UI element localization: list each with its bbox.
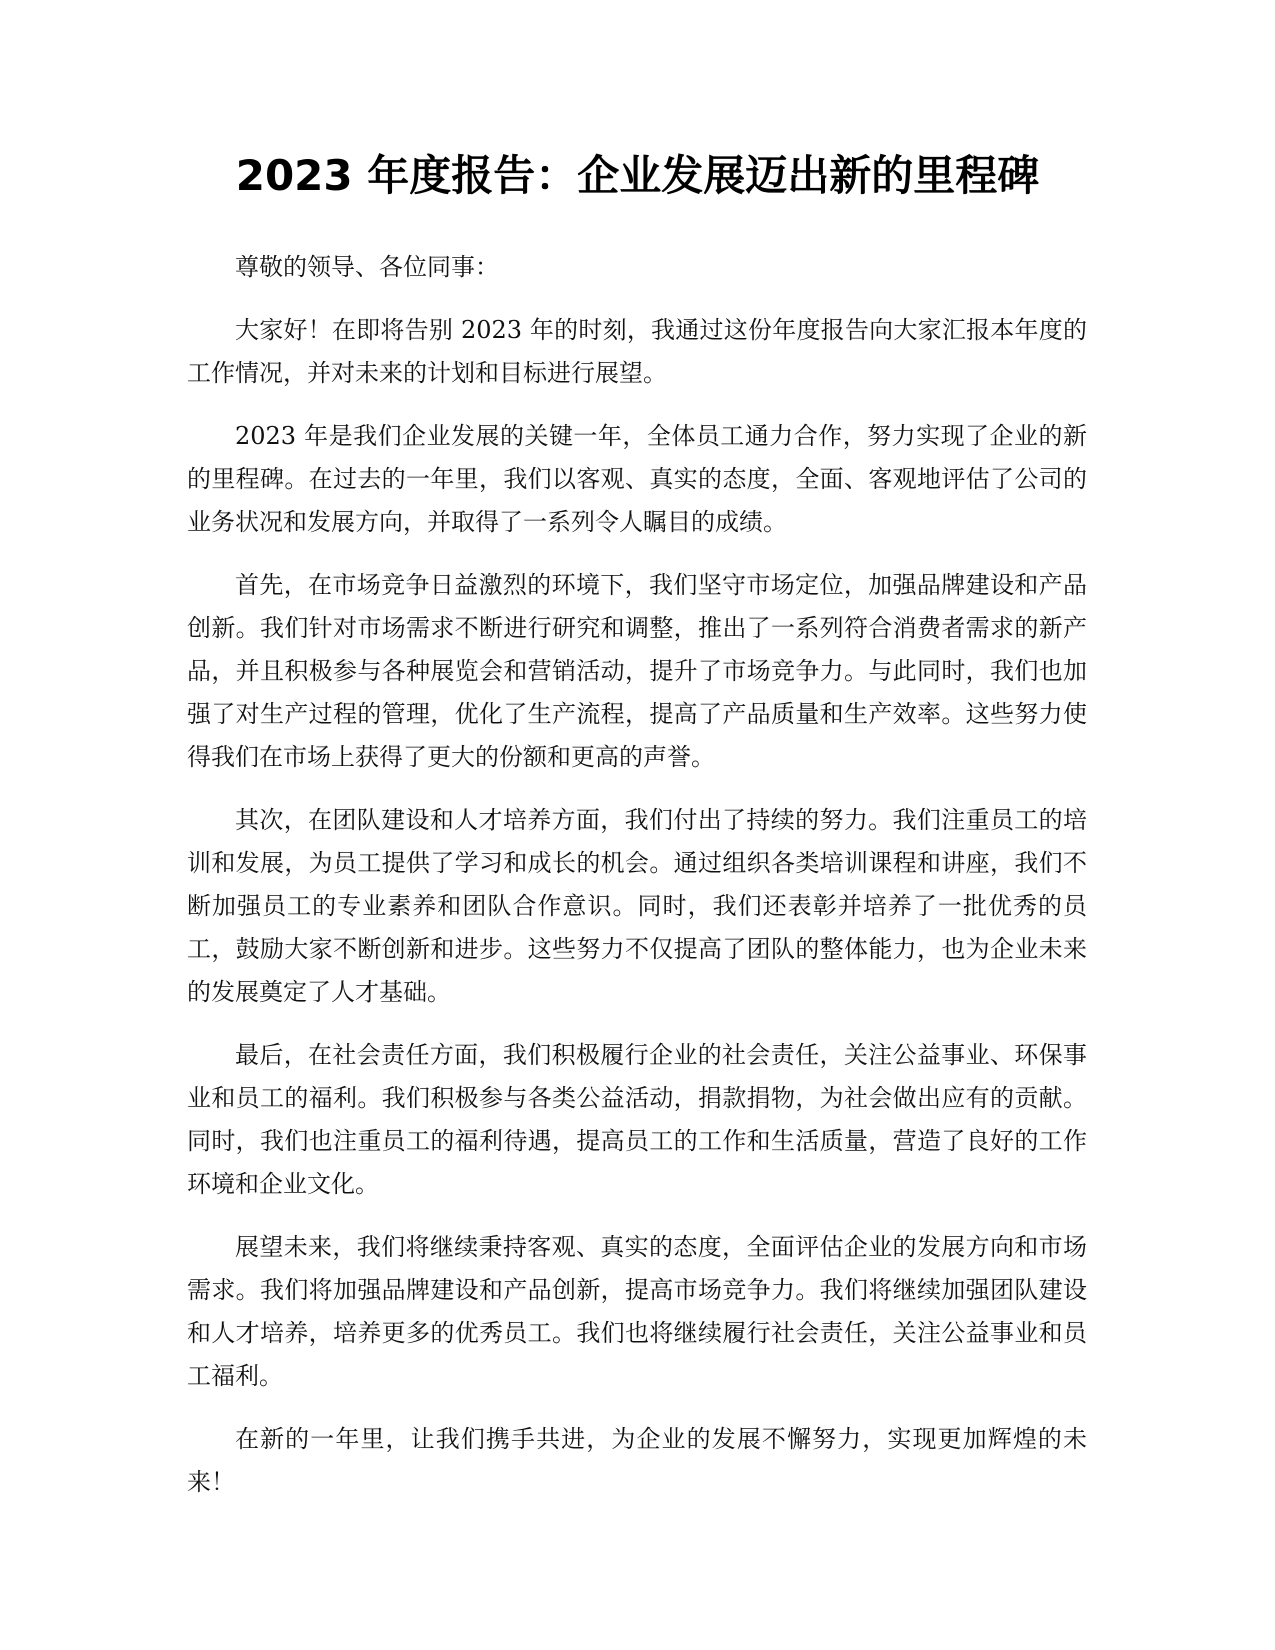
closing-paragraph: 在新的一年里，让我们携手共进，为企业的发展不懈努力，实现更加辉煌的未来！ [187, 1425, 1087, 1496]
document-title: 2023 年度报告：企业发展迈出新的里程碑 [235, 151, 1040, 200]
greeting-paragraph: 尊敬的领导、各位同事： [235, 253, 499, 281]
team-paragraph: 其次，在团队建设和人才培养方面，我们付出了持续的努力。我们注重员工的培训和发展，为员工提供了学习和成长的机会。通过组织各类培训课程和讲座，我们不断加强员工的专业素养和团队合作意识。同时，我们还表彰并培养了一批优秀的员工，鼓励大家不断创新和进步。这些努力不仅提高了团队的整体能力，也为企业未来的发展奠定了人才基础。 [187, 806, 1087, 1006]
outlook-paragraph: 展望未来，我们将继续秉持客观、真实的态度，全面评估企业的发展方向和市场需求。我们将加强品牌建设和产品创新，提高市场竞争力。我们将继续加强团队建设和人才培养，培养更多的优秀员工。我们也将继续履行社会责任，关注公益事业和员工福利。 [187, 1233, 1087, 1390]
intro-paragraph: 大家好！在即将告别 2023 年的时刻，我通过这份年度报告向大家汇报本年度的工作情况，并对未来的计划和目标进行展望。 [187, 316, 1087, 387]
market-paragraph: 首先，在市场竞争日益激烈的环境下，我们坚守市场定位，加强品牌建设和产品创新。我们针对市场需求不断进行研究和调整，推出了一系列符合消费者需求的新产品，并且积极参与各种展览会和营销活动，提升了市场竞争力。与此同时，我们也加强了对生产过程的管理，优化了生产流程，提高了产品质量和生产效率。这些努力使得我们在市场上获得了更大的份额和更高的声誉。 [187, 571, 1087, 771]
social-responsibility-paragraph: 最后，在社会责任方面，我们积极履行企业的社会责任，关注公益事业、环保事业和员工的福利。我们积极参与各类公益活动，捐款捐物，为社会做出应有的贡献。同时，我们也注重员工的福利待遇，提高员工的工作和生活质量，营造了良好的工作环境和企业文化。 [187, 1041, 1087, 1198]
overview-paragraph: 2023 年是我们企业发展的关键一年，全体员工通力合作，努力实现了企业的新的里程碑。在过去的一年里，我们以客观、真实的态度，全面、客观地评估了公司的业务状况和发展方向，并取得了一系列令人瞩目的成绩。 [187, 422, 1087, 536]
document-body [187, 246, 1087, 1524]
